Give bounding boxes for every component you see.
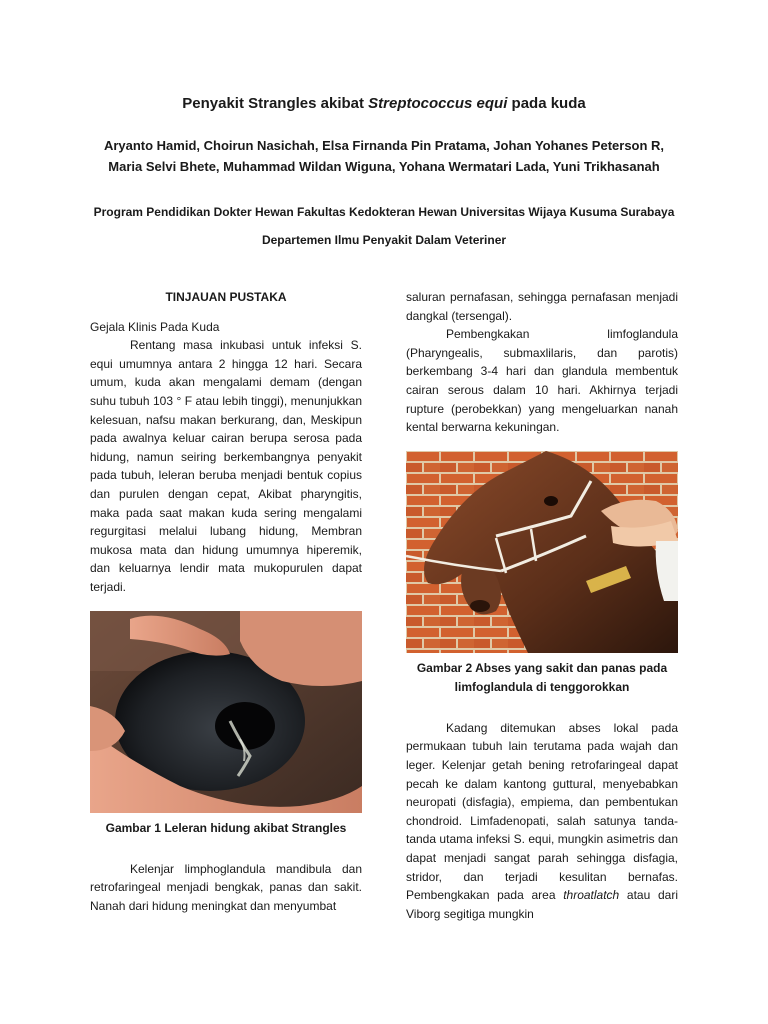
figure-1-image [90, 611, 362, 813]
right-column [406, 288, 678, 923]
body-paragraph: Pembengkakan limfoglandula (Pharyngealis, submaxlilaris, dan parotis) berkembang 3-4 hari dan glandula membentuk cairan serous dalam 10 hari. Akhirnya terjadi rupture (perobekkan) yang mengeluarkan nanah kental berwarna kekuningan. [406, 327, 678, 435]
left-column [90, 288, 362, 915]
species-name: Streptococcus equi [368, 95, 508, 112]
affiliation-program: Program Pendidikan Dokter Hewan Fakultas Kedokteran Hewan Universitas Wijaya Kusuma Surabaya [93, 205, 675, 219]
section-heading: TINJAUAN PUSTAKA [165, 290, 287, 304]
body-paragraph: Rentang masa inkubasi untuk infeksi S. equi umumnya antara 2 hingga 12 hari. Secara umum, kuda akan mengalami demam (dengan suhu tubuh 103 ° F atau lebih tinggi), menunjukkan kelesuan, nafsu makan berkurang, dan, Meskipun pada awalnya keluar cairan berupa serosa pada hidung, namun seiring berkembangnya penyakit pada tubuh, leleran beruba menjadi bentuk copius dan purulen dengan cepat, Akibat pharyngitis, maka pada saat makan kuda sering mengalami regurgitasi melalui lubang hidung, Membran mukosa mata dan hidung umumnya hiperemik, dan keluarnya lendir mata mukopurulen dapat terjadi. [90, 338, 362, 594]
author-line-2: Maria Selvi Bhete, Muhammad Wildan Wiguna, Yohana Wermatari Lada, Yuni Trikhasanah [108, 159, 660, 174]
paper-title: Penyakit Strangles akibat Streptococcus equi pada kuda [182, 95, 586, 112]
figure-1-caption: Gambar 1 Leleran hidung akibat Strangles [105, 820, 347, 835]
italic-term: throatlatch [563, 888, 620, 903]
body-paragraph: saluran pernafasan, sehingga pernafasan menjadi dangkal (tersengal). [406, 290, 678, 323]
body-paragraph: Kelenjar limphoglandula mandibula dan retrofaringeal menjadi bengkak, panas dan sakit. Nanah dari hidung meningkat dan menyumbat [90, 861, 362, 913]
author-list [60, 135, 708, 177]
affiliation-department: Departemen Ilmu Penyakit Dalam Veteriner [261, 233, 507, 247]
subheading: Gejala Klinis Pada Kuda [90, 319, 220, 334]
body-paragraph: Kadang ditemukan abses lokal pada permukaan tubuh lain terutama pada wajah dan leger. Kelenjar getah bening retrofaringeal dapat pecah ke dalam kantong guttural, menyebabkan neuropati (disfagia), empiema, dan pembentukan chondroid. Limfadenopati, salah satunya tanda-tanda utama infeksi S. equi, mungkin asimetris dan dapat menjadi sangat parah sehingga disfagia, stridor, dan terjadi kesulitan bernafas. Pembengkakan pada area throatlatch atau dari Viborg segitiga mungkin [406, 720, 678, 921]
figure-2-caption: Gambar 2 Abses yang sakit dan panas pada limfoglandula di tenggorokkan [416, 660, 668, 694]
horse-brick-wall-photo [406, 451, 678, 653]
author-line-1: Aryanto Hamid, Choirun Nasichah, Elsa Firnanda Pin Pratama, Johan Yohanes Peterson R, [103, 138, 665, 153]
horse-nostril-photo [90, 611, 362, 813]
figure-2-image [406, 451, 678, 653]
